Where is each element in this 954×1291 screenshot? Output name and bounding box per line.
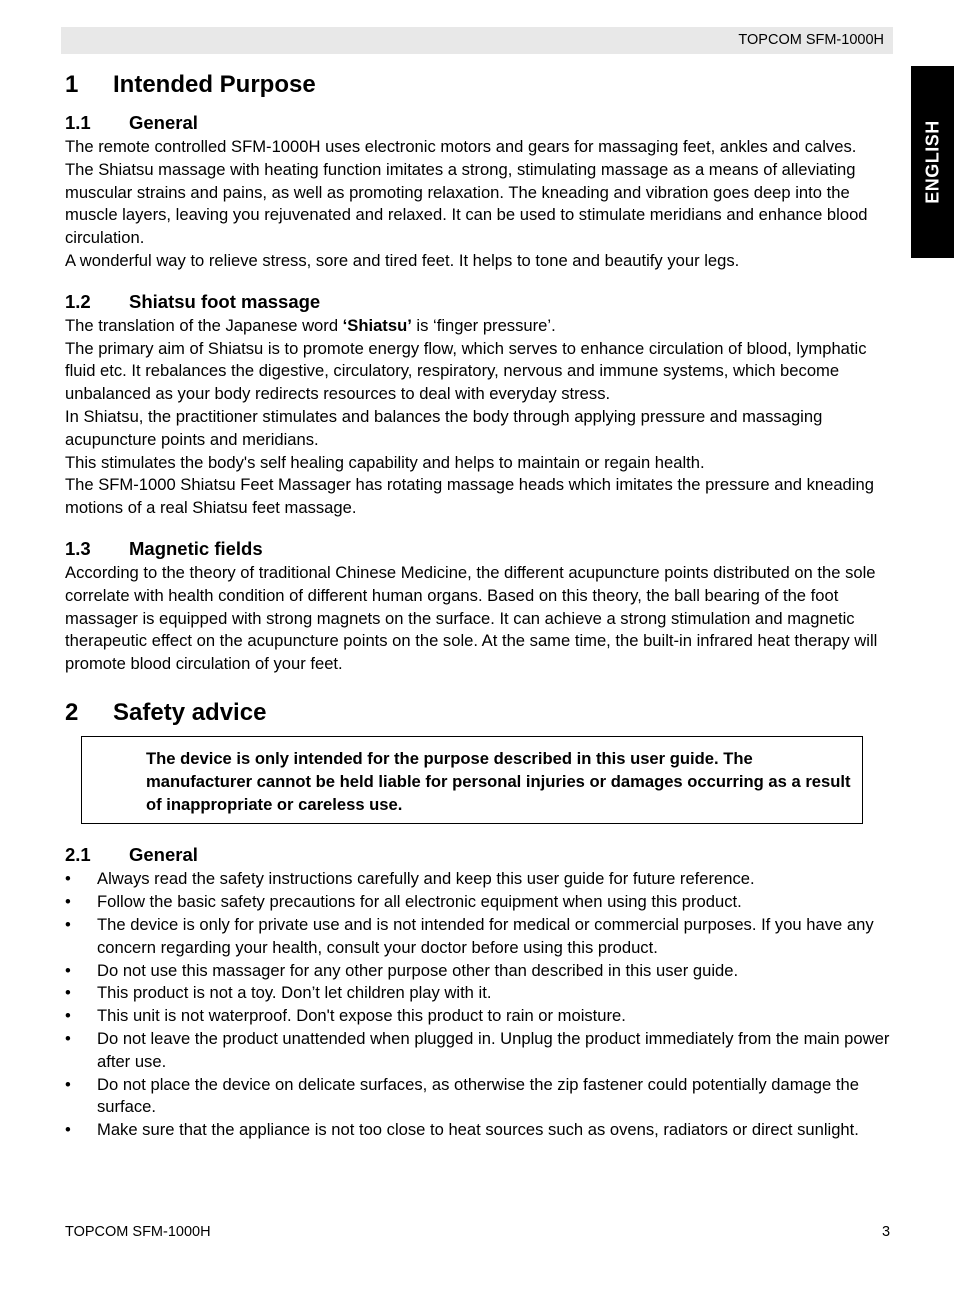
subsection-number: 1.2	[65, 290, 91, 312]
subsection-number: 1.3	[65, 537, 91, 559]
list-item-text: This product is not a toy. Don’t let children play with it.	[97, 983, 492, 1003]
subsection-1-3-heading	[65, 536, 895, 562]
header-bar	[61, 27, 893, 54]
subsection-number: 1.1	[65, 112, 91, 133]
list-item	[65, 914, 895, 960]
list-item	[65, 1119, 895, 1142]
subsection-title: Magnetic fields	[129, 537, 263, 559]
bullet-icon: •	[65, 892, 71, 912]
list-item-text: Always read the safety instructions carefully and keep this user guide for future reference.	[97, 869, 755, 889]
section-1-heading	[65, 70, 895, 100]
paragraph: A wonderful way to relieve stress, sore and tired feet. It helps to tone and beautify your legs.	[65, 250, 740, 270]
bullet-icon: •	[65, 960, 71, 980]
section-title: Intended Purpose	[113, 71, 316, 98]
list-item	[65, 868, 895, 891]
footer-product-name: TOPCOM SFM-1000H	[65, 1224, 211, 1240]
translation-prefix: The translation of the Japanese word	[65, 315, 343, 335]
subsection-1-1-heading	[65, 110, 895, 136]
warning-box	[81, 736, 863, 824]
section-title: Safety advice	[113, 698, 267, 726]
subsection-number: 2.1	[65, 844, 91, 866]
list-item-text: The device is only for private use and is not intended for medical or commercial purposes. If you have any concern regarding your health, consult your doctor before using this product.	[97, 914, 874, 957]
warning-text: The device is only intended for the purpose described in this user guide. The manufacturer cannot be held liable for personal injuries or damages occurring as a result of inappropriate or careless use.	[146, 748, 851, 814]
header-title: TOPCOM SFM-1000H	[738, 32, 884, 48]
subsection-1-2-heading	[65, 289, 895, 315]
list-item-text: Do not place the device on delicate surfaces, as otherwise the zip fastener could potentially damage the surface.	[97, 1074, 859, 1117]
section-2-heading	[65, 698, 895, 728]
paragraph: The Shiatsu massage with heating function imitates a strong, stimulating massage as a means of alleviating muscular strains and pains, as well as promoting relaxation. The kneading and vibration goes deep into the muscle layers, leaving you rejuvenated and relaxed. It can be used to stimulate meridians and enhance blood circulation.	[65, 159, 868, 248]
bullet-icon: •	[65, 1028, 71, 1048]
list-item-text: Make sure that the appliance is not too close to heat sources such as ovens, radiators or direct sunlight.	[97, 1120, 859, 1140]
list-item-text: Do not use this massager for any other purpose other than described in this user guide.	[97, 960, 739, 980]
bullet-icon: •	[65, 914, 71, 934]
list-item	[65, 982, 895, 1005]
list-item-text: Follow the basic safety precautions for all electronic equipment when using this product.	[97, 892, 742, 912]
safety-list	[65, 868, 895, 1142]
section-number: 1	[65, 71, 79, 98]
list-item	[65, 960, 895, 983]
list-item-text: This unit is not waterproof. Don't expose this product to rain or moisture.	[97, 1006, 626, 1026]
language-tab	[911, 66, 954, 258]
paragraph: The primary aim of Shiatsu is to promote energy flow, which serves to enhance circulation of blood, lymphatic fluid etc. It rebalances the digestive, circulatory, respiratory, nervous and immune systems, which become unbalanced as your body redirects resources to deal with everyday stress.	[65, 338, 867, 404]
paragraph: The SFM-1000 Shiatsu Feet Massager has rotating massage heads which imitates the pressure and kneading motions of a real Shiatsu feet massage.	[65, 475, 874, 518]
translation-suffix: is ‘finger pressure’.	[411, 315, 556, 335]
section-number: 2	[65, 698, 79, 726]
bullet-icon: •	[65, 1074, 71, 1094]
paragraph: This stimulates the body's self healing capability and helps to maintain or regain health.	[65, 452, 705, 472]
subsection-2-1-heading	[65, 842, 895, 868]
translation-paragraph	[65, 315, 895, 338]
list-item	[65, 1074, 895, 1120]
page-number: 3	[882, 1224, 891, 1240]
subsection-title: General	[129, 844, 198, 866]
page-content	[65, 70, 895, 1142]
list-item	[65, 1005, 895, 1028]
subsection-title: Shiatsu foot massage	[129, 290, 321, 312]
list-item	[65, 1028, 895, 1074]
subsection-title: General	[129, 112, 198, 133]
bullet-icon: •	[65, 1120, 71, 1140]
language-tab-label: ENGLISH	[922, 120, 942, 204]
bullet-icon: •	[65, 869, 71, 889]
translation-word: ‘Shiatsu’	[342, 315, 412, 335]
paragraph: According to the theory of traditional Chinese Medicine, the different acupuncture points distributed on the sole correlate with health condition of different human organs. Based on this theory, the ball bearing of the foot massager is equipped with strong magnets on the surface. It can achieve a strong stimulation and magnetic therapeutic effect on the acupuncture points on the sole. At the same time, the built-in infrared heat therapy will promote blood circulation of your feet.	[65, 562, 878, 674]
paragraph: In Shiatsu, the practitioner stimulates and balances the body through applying pressure and massaging acupuncture points and meridians.	[65, 406, 823, 449]
list-item	[65, 891, 895, 914]
bullet-icon: •	[65, 983, 71, 1003]
list-item-text: Do not leave the product unattended when plugged in. Unplug the product immediately from the main power after use.	[97, 1028, 890, 1071]
paragraph: The remote controlled SFM-1000H uses electronic motors and gears for massaging feet, ankles and calves.	[65, 137, 857, 156]
bullet-icon: •	[65, 1006, 71, 1026]
